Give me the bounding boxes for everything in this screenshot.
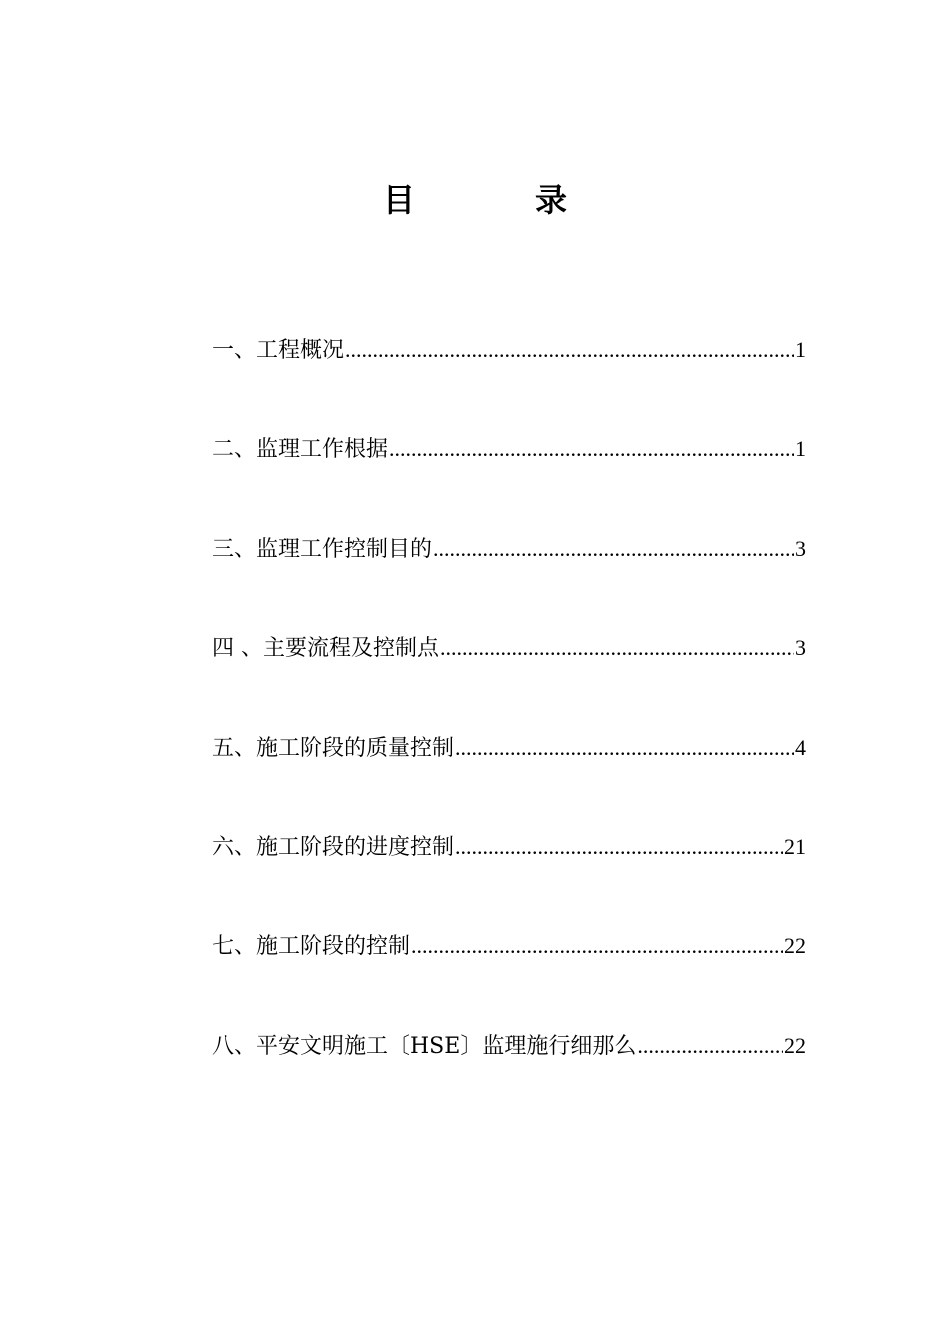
toc-entry[interactable] [212, 529, 806, 628]
toc-leader-dots [389, 429, 794, 469]
toc-entry-page: 22 [784, 1032, 806, 1058]
toc-entry[interactable] [212, 827, 806, 926]
toc-entry-label: 二、监理工作根据 [212, 437, 389, 463]
toc-entry[interactable] [212, 1026, 806, 1125]
toc-leader-dots [411, 926, 783, 966]
toc-list [212, 330, 806, 1125]
toc-entry-page: 4 [795, 734, 806, 760]
toc-leader-dots [345, 330, 794, 370]
toc-title: 目 录 [382, 181, 611, 219]
toc-entry-page: 3 [795, 635, 806, 661]
toc-leader-dots [455, 728, 794, 768]
toc-entry-page: 21 [784, 833, 806, 859]
toc-leader-dots [433, 529, 794, 569]
toc-entry[interactable] [212, 728, 806, 827]
toc-entry-label: 七、施工阶段的控制 [212, 934, 411, 960]
toc-entry-page: 1 [795, 337, 806, 362]
toc-entry-label: 四 、主要流程及控制点 [212, 636, 439, 662]
toc-leader-dots [637, 1026, 783, 1066]
toc-entry-label: 八、平安文明施工〔HSE〕监理施行细那么 [212, 1033, 637, 1059]
toc-leader-dots [440, 628, 794, 668]
toc-entry-label: 三、监理工作控制目的 [212, 536, 433, 562]
toc-entry[interactable] [212, 628, 806, 727]
toc-entry[interactable] [212, 330, 806, 429]
toc-entry-page: 1 [795, 436, 806, 462]
toc-leader-dots [455, 827, 783, 867]
toc-entry[interactable] [212, 429, 806, 528]
toc-entry-page: 3 [795, 535, 806, 561]
toc-entry-label: 一、工程概况 [212, 338, 345, 363]
toc-entry-page: 22 [784, 933, 806, 959]
toc-entry[interactable] [212, 926, 806, 1025]
toc-entry-label: 五、施工阶段的质量控制 [212, 735, 455, 761]
toc-entry-label: 六、施工阶段的进度控制 [212, 834, 455, 860]
